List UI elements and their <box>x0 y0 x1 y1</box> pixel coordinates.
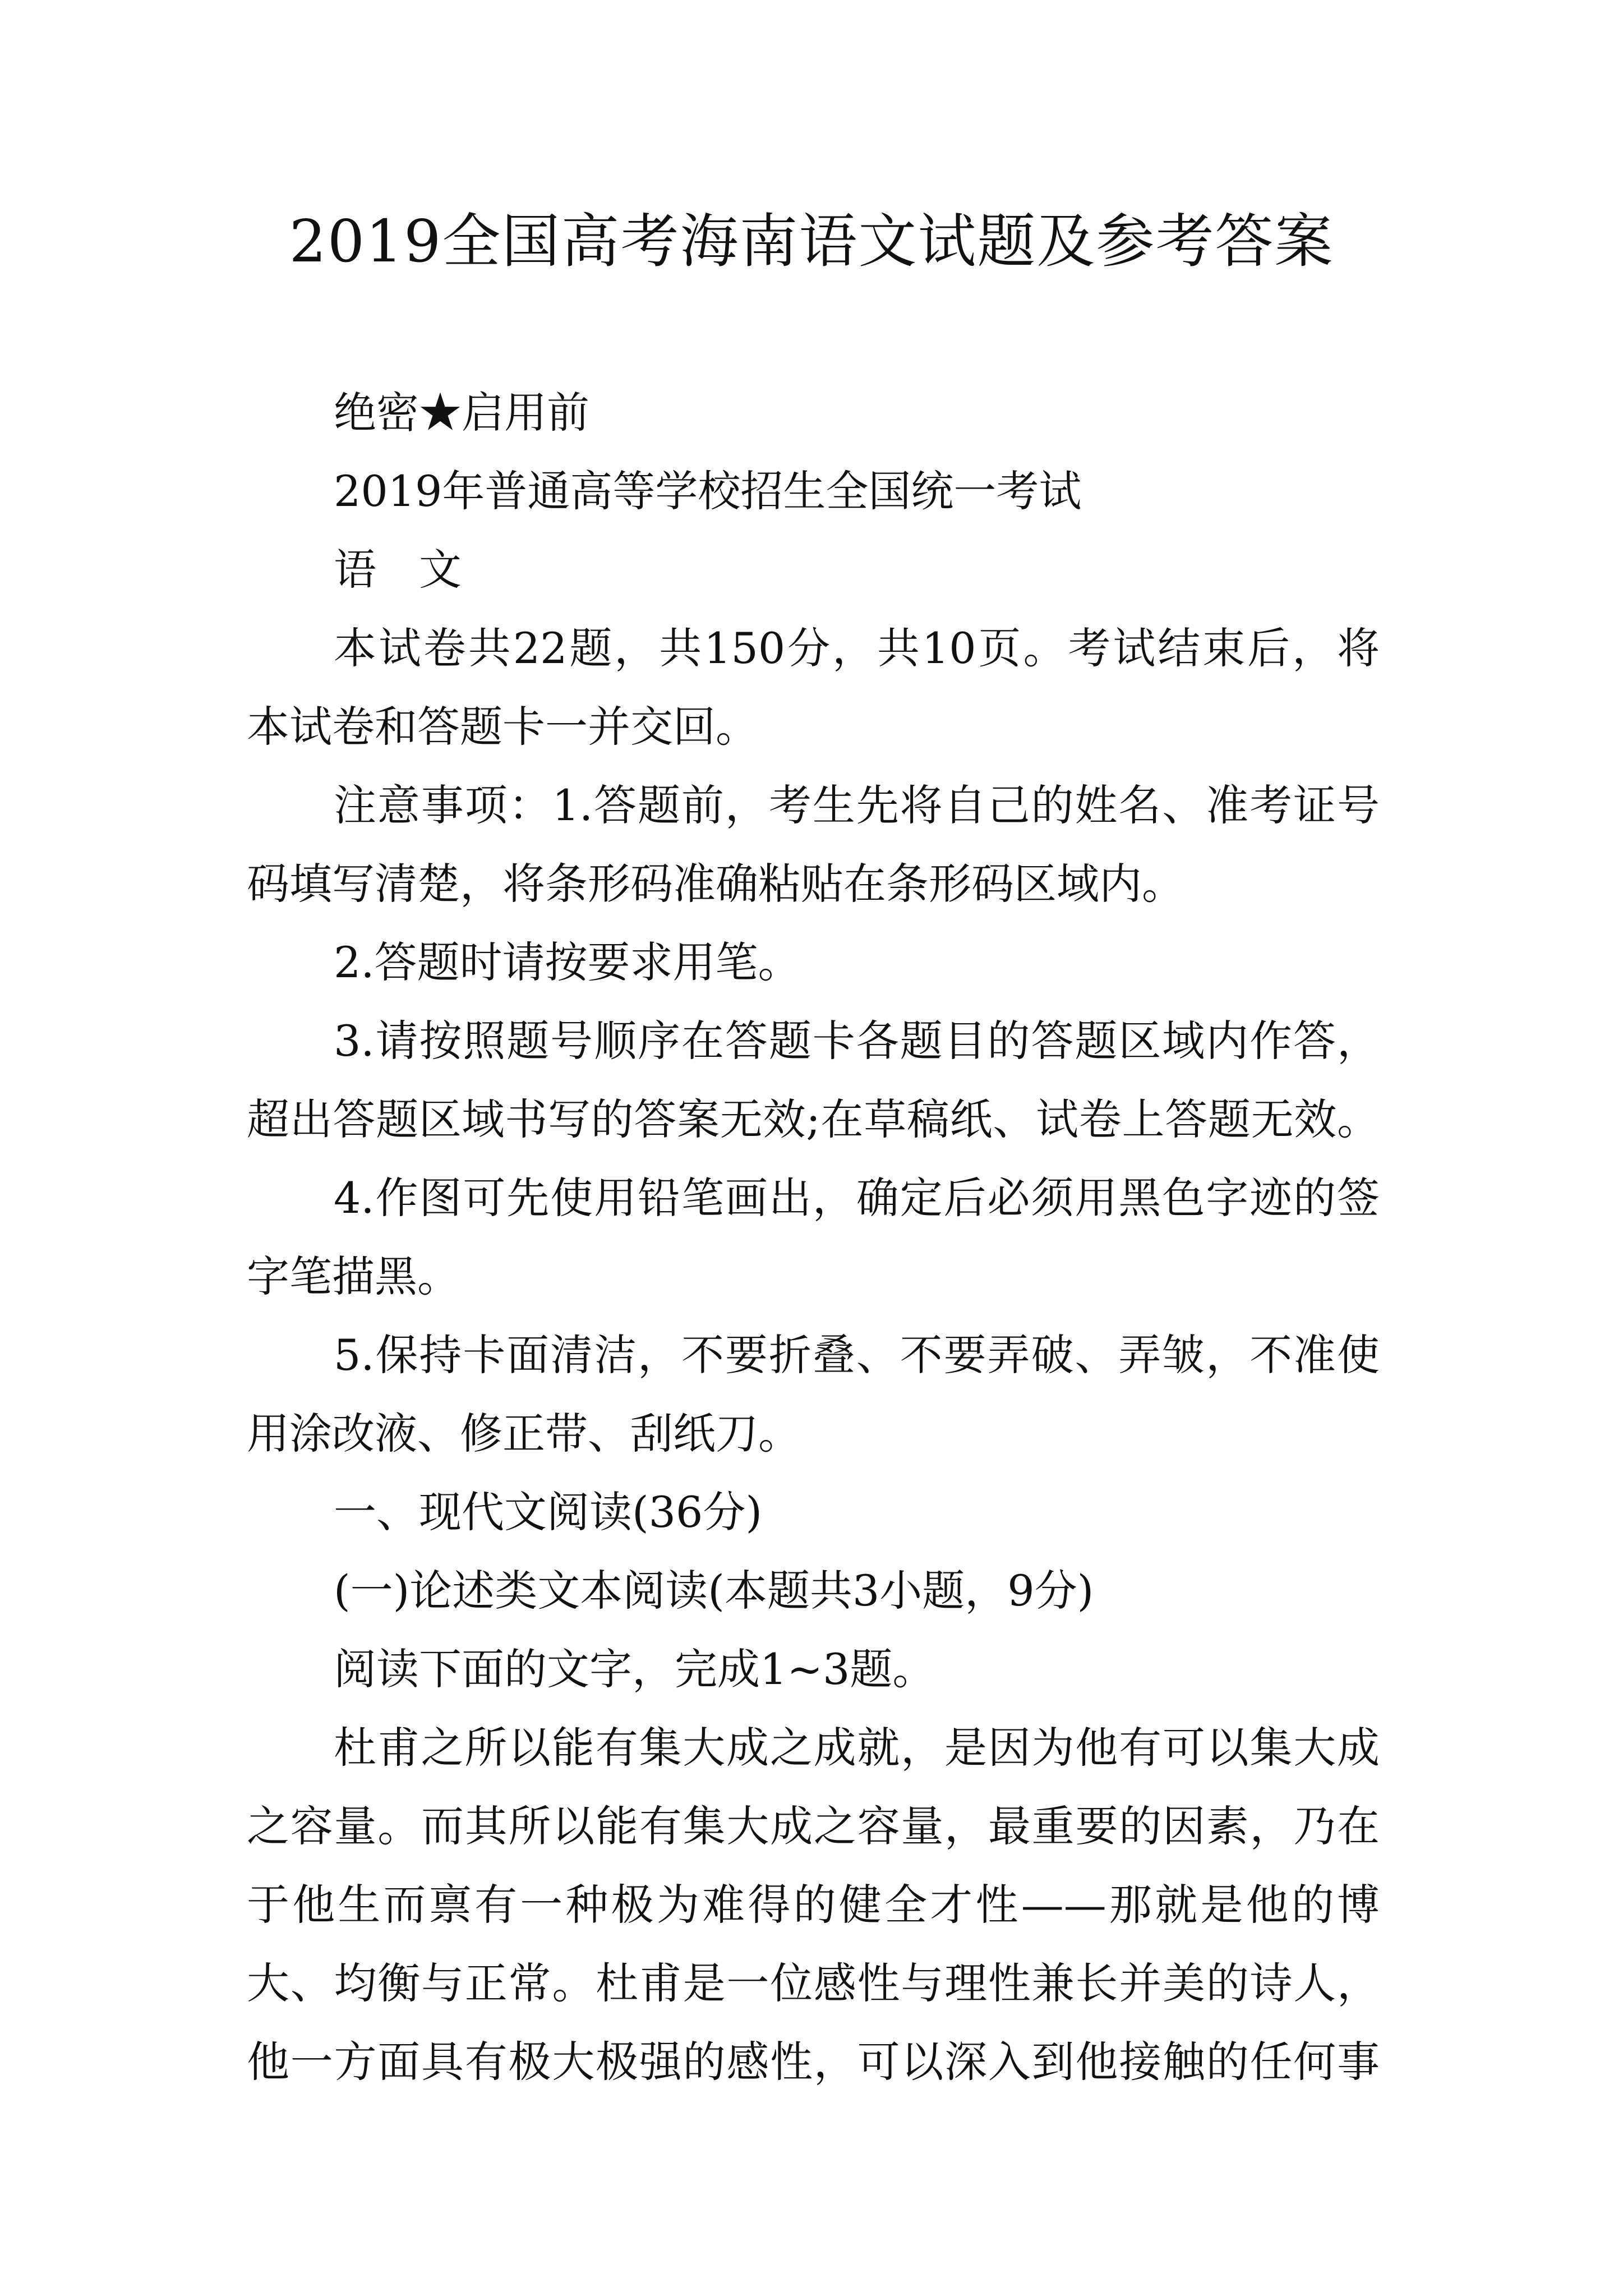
paragraph-line: 码填写清楚，将条形码准确粘贴在条形码区域内。 <box>247 859 1184 909</box>
paragraph-line: 本试卷和答题卡一并交回。 <box>247 702 758 752</box>
subsection-heading: (一)论述类文本阅读(本题共3小题，9分) <box>334 1566 1094 1616</box>
paragraph-line: 字笔描黑。 <box>247 1251 460 1301</box>
paragraph-line: 注意事项：1.答题前，考生先将自己的姓名、准考证号 <box>334 780 1380 830</box>
exam-name: 2019年普通高等学校招生全国统一考试 <box>334 466 1082 516</box>
paragraph-line: 于他生而禀有一种极为难得的健全才性——那就是他的博 <box>247 1880 1380 1930</box>
subject-label: 语 文 <box>334 545 462 595</box>
page-title: 2019全国高考海南语文试题及参考答案 <box>289 207 1334 275</box>
confidential-mark: 绝密★启用前 <box>334 388 589 438</box>
section-heading: 一、现代文阅读(36分) <box>334 1487 763 1537</box>
instruction-line: 阅读下面的文字，完成1~3题。 <box>334 1644 935 1694</box>
paragraph-line: 超出答题区域书写的答案无效;在草稿纸、试卷上答题无效。 <box>247 1094 1380 1144</box>
paragraph-line: 他一方面具有极大极强的感性，可以深入到他接触的任何事 <box>247 2037 1380 2087</box>
paragraph-line: 2.答题时请按要求用笔。 <box>334 937 801 987</box>
paragraph-line: 5.保持卡面清洁，不要折叠、不要弄破、弄皱，不准使 <box>334 1330 1380 1380</box>
paragraph-line: 之容量。而其所以能有集大成之容量，最重要的因素，乃在 <box>247 1801 1380 1851</box>
paragraph-line: 4.作图可先使用铅笔画出，确定后必须用黑色字迹的签 <box>334 1173 1380 1223</box>
paragraph-line: 大、均衡与正常。杜甫是一位感性与理性兼长并美的诗人， <box>247 1958 1380 2008</box>
paragraph-line: 用涂改液、修正带、刮纸刀。 <box>247 1409 801 1458</box>
paragraph-line: 杜甫之所以能有集大成之成就，是因为他有可以集大成 <box>334 1723 1380 1773</box>
paragraph-line: 3.请按照题号顺序在答题卡各题目的答题区域内作答， <box>334 1016 1380 1066</box>
paragraph-line: 本试卷共22题，共150分，共10页。考试结束后，将 <box>334 623 1380 673</box>
